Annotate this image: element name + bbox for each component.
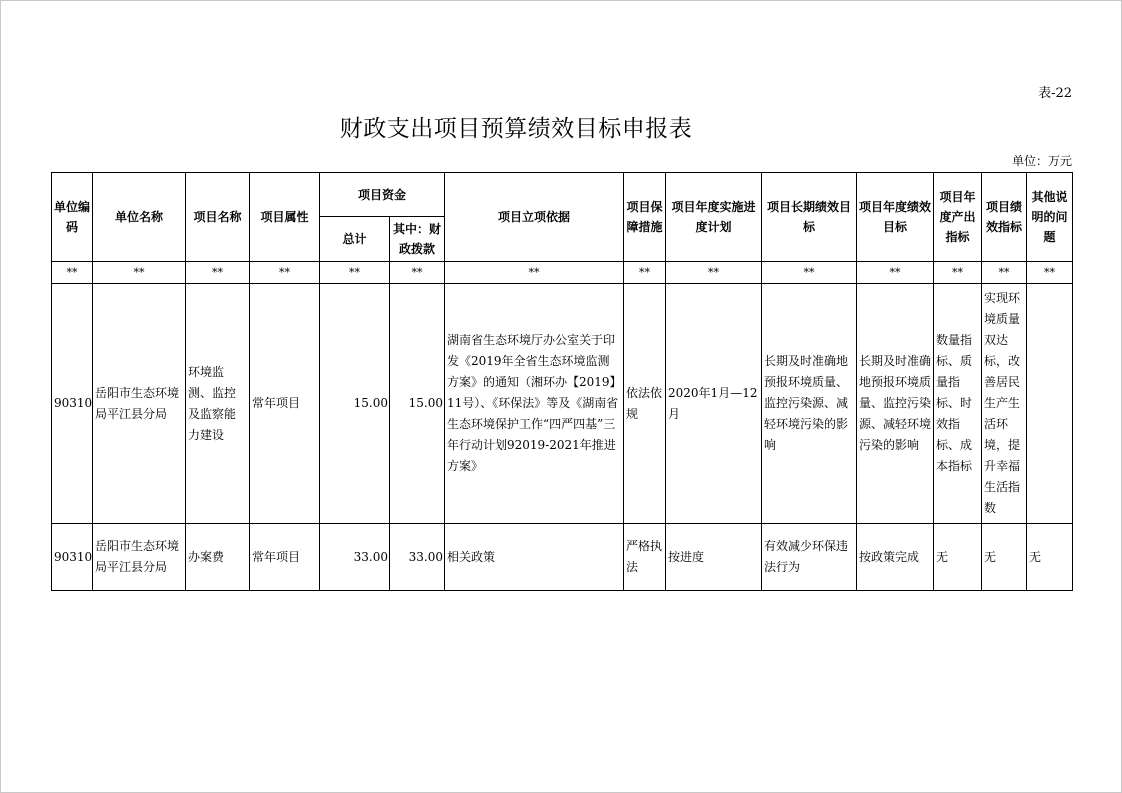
- cell-annual-goal: 长期及时准确地预报环境质量、监控污染源、减轻环境污染的影响: [857, 284, 934, 524]
- cell-unit-name: 岳阳市生态环境局平江县分局: [93, 524, 186, 591]
- cell-project-name: 办案费: [186, 524, 250, 591]
- col-project-attr: 项目属性: [250, 173, 320, 262]
- col-funds-total: 总计: [320, 217, 390, 262]
- cell-project-attr: 常年项目: [250, 284, 320, 524]
- star-cell: **: [186, 262, 250, 284]
- cell-basis: 湖南省生态环境厅办公室关于印发《2019年全省生态环境监测方案》的通知（湘环办【2019】11号）、《环保法》等及《湖南省生态环境保护工作“四严四基”三年行动计划92019-2021年推进方案》: [445, 284, 624, 524]
- cell-annual-plan: 2020年1月—12月: [666, 284, 762, 524]
- table-number: 表-22: [1038, 86, 1072, 101]
- cell-other: 无: [1027, 524, 1073, 591]
- star-cell: **: [934, 262, 982, 284]
- cell-funds-fiscal: 15.00: [390, 284, 445, 524]
- cell-output-index: 无: [934, 524, 982, 591]
- cell-effect-index: 实现环境质量双达标，改善居民生产生活环境，提升幸福生活指数: [982, 284, 1027, 524]
- cell-other: [1027, 284, 1073, 524]
- header-row: [52, 173, 1073, 217]
- col-other: 其他说明的问题: [1027, 173, 1073, 262]
- col-annual-plan: 项目年度实施进度计划: [666, 173, 762, 262]
- cell-unit-code: 90310: [52, 524, 93, 591]
- cell-funds-total: 33.00: [320, 524, 390, 591]
- cell-funds-total: 15.00: [320, 284, 390, 524]
- star-cell: **: [982, 262, 1027, 284]
- cell-unit-code: 90310: [52, 284, 93, 524]
- cell-project-name: 环境监测、监控及监察能力建设: [186, 284, 250, 524]
- table-row: [52, 524, 1073, 591]
- placeholder-row: [52, 262, 1073, 284]
- cell-long-goal: 长期及时准确地预报环境质量、监控污染源、减轻环境污染的影响: [762, 284, 857, 524]
- col-basis: 项目立项依据: [445, 173, 624, 262]
- col-annual-goal: 项目年度绩效目标: [857, 173, 934, 262]
- budget-performance-table: [51, 172, 1073, 591]
- cell-effect-index: 无: [982, 524, 1027, 591]
- star-cell: **: [1027, 262, 1073, 284]
- col-project-name: 项目名称: [186, 173, 250, 262]
- cell-unit-name: 岳阳市生态环境局平江县分局: [93, 284, 186, 524]
- star-cell: **: [624, 262, 666, 284]
- col-effect-index: 项目绩效指标: [982, 173, 1027, 262]
- cell-annual-goal: 按政策完成: [857, 524, 934, 591]
- star-cell: **: [250, 262, 320, 284]
- unit-label: 单位：万元: [1011, 154, 1072, 168]
- cell-long-goal: 有效减少环保违法行为: [762, 524, 857, 591]
- cell-project-attr: 常年项目: [250, 524, 320, 591]
- col-output-index: 项目年度产出指标: [934, 173, 982, 262]
- star-cell: **: [762, 262, 857, 284]
- col-unit-name: 单位名称: [93, 173, 186, 262]
- col-funds: 项目资金: [320, 173, 445, 217]
- star-cell: **: [445, 262, 624, 284]
- col-unit-code: 单位编码: [52, 173, 93, 262]
- cell-basis: 相关政策: [445, 524, 624, 591]
- cell-guarantee: 依法依规: [624, 284, 666, 524]
- table-row: [52, 284, 1073, 524]
- star-cell: **: [390, 262, 445, 284]
- cell-funds-fiscal: 33.00: [390, 524, 445, 591]
- col-funds-fiscal: 其中：财政拨款: [390, 217, 445, 262]
- star-cell: **: [857, 262, 934, 284]
- cell-guarantee: 严格执法: [624, 524, 666, 591]
- star-cell: **: [666, 262, 762, 284]
- page-title: 财政支出项目预算绩效目标申报表: [339, 116, 693, 142]
- col-guarantee: 项目保障措施: [624, 173, 666, 262]
- cell-output-index: 数量指标、质量指标、时效指标、成本指标: [934, 284, 982, 524]
- star-cell: **: [52, 262, 93, 284]
- star-cell: **: [93, 262, 186, 284]
- star-cell: **: [320, 262, 390, 284]
- col-long-goal: 项目长期绩效目标: [762, 173, 857, 262]
- cell-annual-plan: 按进度: [666, 524, 762, 591]
